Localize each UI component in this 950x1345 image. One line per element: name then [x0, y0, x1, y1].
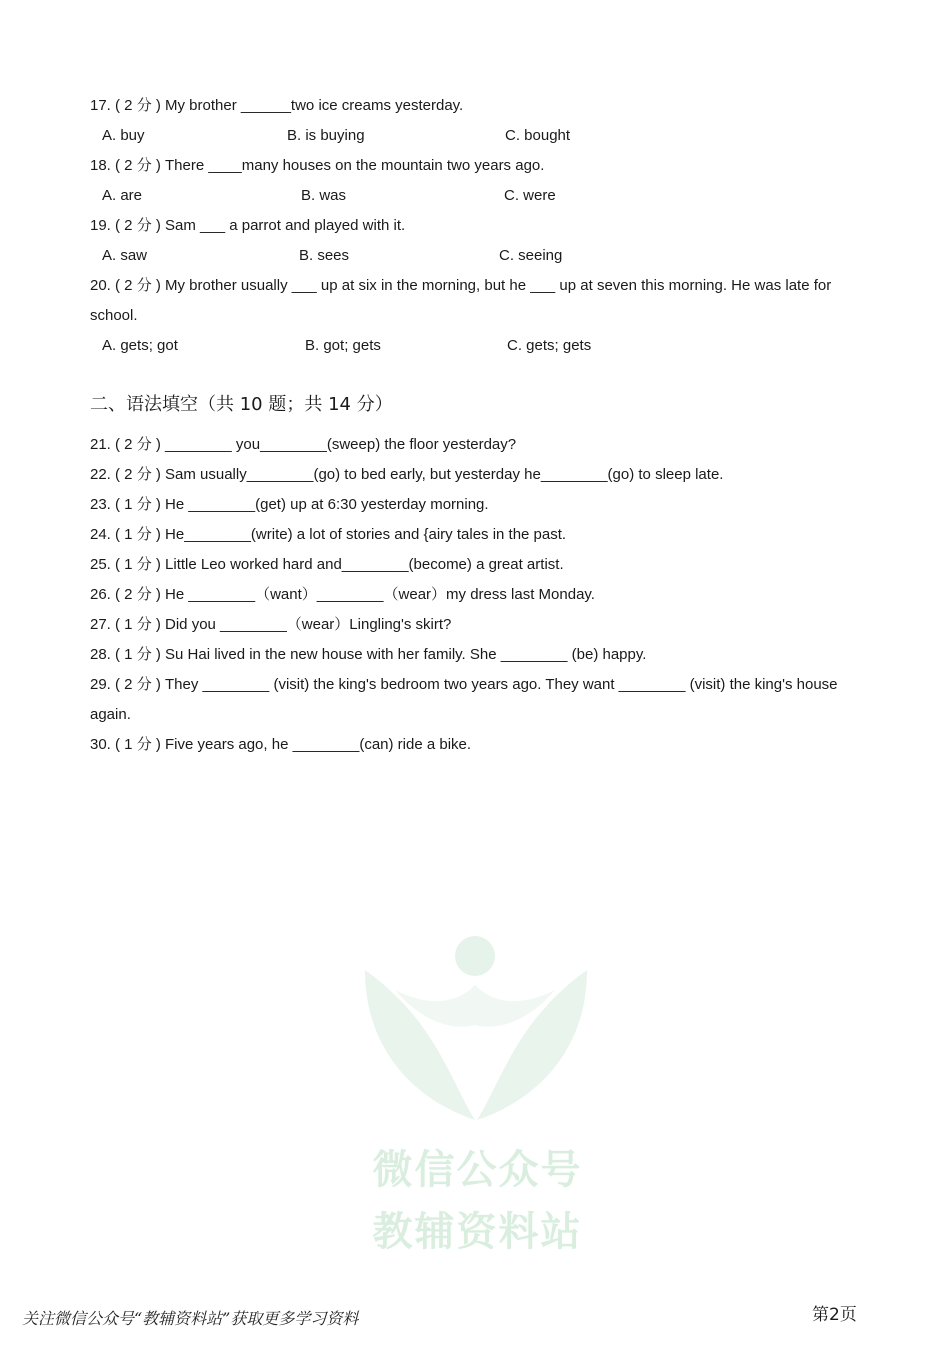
- question-19-option-b: B. sees: [299, 247, 350, 264]
- question-18-option-b: B. was: [301, 187, 347, 204]
- question-18-stem: 18. ( 2 分 ) There ____many houses on the mountain two years ago.: [90, 157, 545, 174]
- question-17-option-b: B. is buying: [287, 127, 365, 144]
- question-17-option-c: C. bought: [505, 127, 571, 144]
- question-19-option-c: C. seeing: [499, 247, 563, 264]
- question-20-option-b: B. got; gets: [305, 337, 381, 354]
- question-20-stem-continued: school.: [90, 307, 138, 324]
- question-22: 22. ( 2 分 ) Sam usually________(go) to bed early, but yesterday he________(go) to sleep late.: [90, 466, 724, 483]
- question-26: 26. ( 2 分 ) He ________（want）________（wear）my dress last Monday.: [90, 586, 595, 603]
- question-29-continued: again.: [90, 706, 131, 723]
- watermark: [355, 930, 600, 1260]
- question-28: 28. ( 1 分 ) Su Hai lived in the new house with her family. She ________ (be) happy.: [90, 646, 647, 663]
- question-30: 30. ( 1 分 ) Five years ago, he ________(can) ride a bike.: [90, 736, 472, 753]
- question-17-option-a: A. buy: [102, 127, 145, 144]
- watermark-line-1: 微信公众号: [372, 1147, 583, 1193]
- section-2-title: 二、语法填空（共 10 题；共 14 分）: [90, 394, 393, 415]
- question-19-stem: 19. ( 2 分 ) Sam ___ a parrot and played with it.: [90, 217, 406, 234]
- question-29: 29. ( 2 分 ) They ________ (visit) the king's bedroom two years ago. They want ________ (visit) the king's house: [90, 676, 838, 693]
- question-19-option-a: A. saw: [102, 247, 148, 264]
- question-21: 21. ( 2 分 ) ________ you________(sweep) the floor yesterday?: [90, 436, 517, 453]
- question-23: 23. ( 1 分 ) He ________(get) up at 6:30 yesterday morning.: [90, 496, 489, 513]
- question-24: 24. ( 1 分 ) He________(write) a lot of stories and {airy tales in the past.: [90, 526, 567, 543]
- question-25: 25. ( 1 分 ) Little Leo worked hard and________(become) a great artist.: [90, 556, 564, 573]
- watermark-line-2: 教辅资料站: [372, 1209, 583, 1255]
- question-20-option-a: A. gets; got: [102, 337, 178, 354]
- watermark-logo-icon: [355, 930, 600, 1130]
- question-18-option-a: A. are: [102, 187, 143, 204]
- page-number: 第2页: [812, 1305, 857, 1325]
- question-18-option-c: C. were: [504, 187, 556, 204]
- question-17-stem: 17. ( 2 分 ) My brother ______two ice creams yesterday.: [90, 97, 464, 114]
- question-20-option-c: C. gets; gets: [507, 337, 592, 354]
- footer-note: 关注微信公众号“教辅资料站”获取更多学习资料: [22, 1309, 359, 1328]
- question-27: 27. ( 1 分 ) Did you ________（wear）Lingling's skirt?: [90, 616, 452, 633]
- question-20-stem: 20. ( 2 分 ) My brother usually ___ up at six in the morning, but he ___ up at seven this morning. He was late for: [90, 277, 832, 294]
